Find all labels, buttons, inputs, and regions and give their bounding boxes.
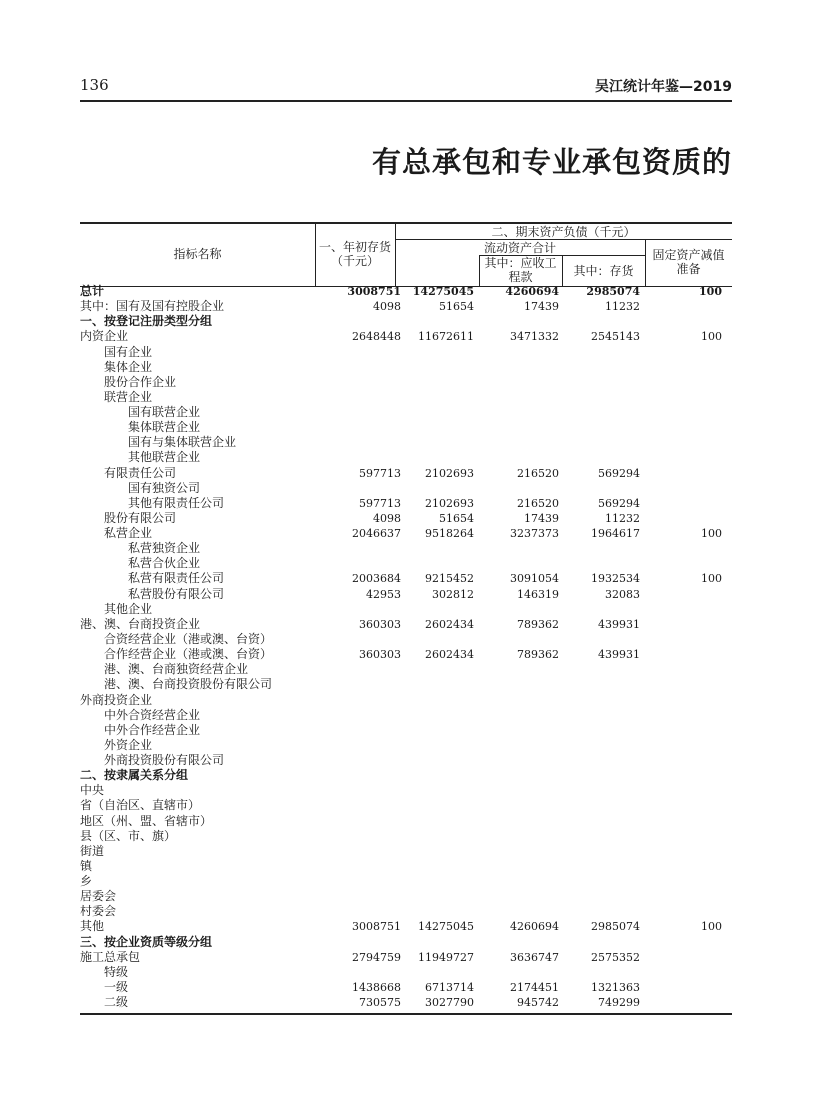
table-row (80, 345, 732, 360)
row-label: 国有企业 (104, 344, 153, 359)
header-current-assets: 流动资产合计 (483, 241, 556, 255)
cell-c3: 3091054 (510, 572, 559, 586)
cell-c2: 2102693 (425, 496, 474, 510)
table-row (80, 723, 732, 738)
row-label: 其他联营企业 (128, 450, 201, 465)
header-impairment: 固定资产减值 准备 (652, 248, 725, 276)
table-row (80, 587, 732, 602)
row-label: 国有独资公司 (128, 480, 201, 495)
table-row (80, 450, 732, 465)
cell-c4: 11232 (605, 511, 640, 525)
table-bottom-rule (80, 1013, 732, 1015)
table-row (80, 481, 732, 496)
cell-c3: 2174451 (510, 980, 559, 994)
cell-c3: 146319 (517, 587, 559, 601)
cell-c2: 302812 (432, 587, 474, 601)
row-label: 中外合资经营企业 (104, 707, 201, 722)
table-row (80, 995, 732, 1010)
row-label: 施工总承包 (80, 949, 141, 964)
cell-c3: 17439 (524, 300, 559, 314)
row-label: 国有联营企业 (128, 405, 201, 420)
page-number: 136 (80, 76, 109, 94)
row-label: 合资经营企业（港或澳、台资） (104, 631, 273, 646)
cell-c2: 51654 (439, 511, 474, 525)
cell-c1: 2046637 (352, 527, 401, 541)
table-row (80, 783, 732, 798)
table-header (80, 222, 732, 287)
row-label: 外商投资股份有限公司 (104, 753, 225, 768)
table-row (80, 571, 732, 586)
row-label: 其他 (80, 919, 105, 934)
table-row (80, 541, 732, 556)
row-label: 其他企业 (104, 601, 153, 616)
header-inventory: 其中：存货 (573, 264, 634, 278)
row-label: 港、澳、台商投资企业 (80, 616, 201, 631)
table-row (80, 677, 732, 692)
table-row (80, 511, 732, 526)
cell-c3: 216520 (517, 496, 559, 510)
table-row (80, 844, 732, 859)
cell-c1: 2794759 (352, 950, 401, 964)
table-row (80, 617, 732, 632)
table-row (80, 435, 732, 450)
row-label: 集体企业 (104, 359, 153, 374)
row-label: 三、按企业资质等级分组 (80, 934, 213, 949)
cell-c1: 42953 (366, 587, 401, 601)
cell-c4: 32083 (605, 587, 640, 601)
header-opening-inventory: 一、年初存货 （千元） (318, 240, 391, 268)
table-row (80, 889, 732, 904)
row-label: 私营企业 (104, 526, 153, 541)
table-row (80, 526, 732, 541)
table-row (80, 314, 732, 329)
table-row (80, 360, 732, 375)
table-row (80, 859, 732, 874)
cell-c3: 4260694 (510, 920, 559, 934)
cell-c4: 2985074 (586, 285, 640, 298)
cell-c3: 789362 (517, 648, 559, 662)
cell-c4: 749299 (598, 996, 640, 1010)
row-label: 外资企业 (104, 737, 153, 752)
table-row (80, 329, 732, 344)
row-label: 股份合作企业 (104, 374, 177, 389)
table-row (80, 496, 732, 511)
header-receivable: 其中：应收工 程款 (484, 256, 557, 284)
cell-c2: 3027790 (425, 996, 474, 1010)
table-row (80, 753, 732, 768)
cell-c4: 2985074 (591, 920, 640, 934)
table-row (80, 950, 732, 965)
cell-c4: 2545143 (591, 330, 640, 344)
row-label: 股份有限公司 (104, 510, 177, 525)
cell-c5: 100 (701, 330, 722, 344)
cell-c3: 3237373 (510, 527, 559, 541)
table-row (80, 375, 732, 390)
row-label: 村委会 (80, 904, 117, 919)
table-row (80, 693, 732, 708)
table-row (80, 632, 732, 647)
cell-c5: 100 (701, 572, 722, 586)
cell-c2: 11949727 (418, 950, 474, 964)
cell-c5: 100 (699, 285, 722, 298)
cell-c1: 3008751 (347, 285, 401, 298)
header-name: 指标名称 (173, 247, 222, 261)
cell-c4: 1932534 (591, 572, 640, 586)
header-rule (80, 100, 732, 102)
cell-c1: 4098 (373, 300, 401, 314)
table-row (80, 829, 732, 844)
table-row (80, 935, 732, 950)
cell-c2: 14275045 (412, 285, 474, 298)
cell-c2: 2602434 (425, 617, 474, 631)
row-label: 乡 (80, 874, 93, 889)
cell-c4: 569294 (598, 496, 640, 510)
cell-c3: 4260694 (505, 285, 559, 298)
row-label: 中央 (80, 783, 105, 798)
yearbook-title: 吴江统计年鉴—2019 (595, 79, 732, 95)
row-label: 有限责任公司 (104, 465, 177, 480)
row-label: 其他有限责任公司 (128, 495, 225, 510)
cell-c1: 360303 (359, 617, 401, 631)
row-label: 私营股份有限公司 (128, 586, 225, 601)
table-row (80, 556, 732, 571)
cell-c4: 2575352 (591, 950, 640, 964)
table-row (80, 708, 732, 723)
cell-c1: 360303 (359, 648, 401, 662)
table-row (80, 904, 732, 919)
cell-c1: 2003684 (352, 572, 401, 586)
table-row (80, 420, 732, 435)
row-label: 港、澳、台商独资经营企业 (104, 662, 249, 677)
table-row (80, 768, 732, 783)
row-label: 特级 (104, 964, 129, 979)
table-row (80, 814, 732, 829)
row-label: 私营有限责任公司 (128, 571, 225, 586)
table-row (80, 919, 732, 934)
cell-c4: 1321363 (591, 980, 640, 994)
table-row (80, 466, 732, 481)
header-period-end-assets: 二、期末资产负债（千元） (491, 225, 636, 239)
table-row (80, 965, 732, 980)
cell-c1: 4098 (373, 511, 401, 525)
cell-c4: 1964617 (591, 527, 640, 541)
table-row (80, 798, 732, 813)
cell-c2: 14275045 (418, 920, 474, 934)
cell-c4: 11232 (605, 300, 640, 314)
cell-c2: 9518264 (425, 527, 474, 541)
cell-c5: 100 (701, 527, 722, 541)
cell-c1: 597713 (359, 466, 401, 480)
row-label: 街道 (80, 843, 105, 858)
table-row (80, 647, 732, 662)
table-row (80, 299, 732, 314)
table-row (80, 284, 732, 299)
row-label: 总计 (80, 284, 105, 298)
cell-c4: 439931 (598, 617, 640, 631)
row-label: 县（区、市、旗） (80, 828, 177, 843)
row-label: 外商投资企业 (80, 692, 153, 707)
row-label: 内资企业 (80, 329, 129, 344)
cell-c3: 3471332 (510, 330, 559, 344)
table-row (80, 738, 732, 753)
row-label: 私营合伙企业 (128, 556, 201, 571)
row-label: 合作经营企业（港或澳、台资） (104, 647, 273, 662)
cell-c1: 2648448 (352, 330, 401, 344)
cell-c3: 17439 (524, 511, 559, 525)
cell-c2: 6713714 (425, 980, 474, 994)
cell-c3: 3636747 (510, 950, 559, 964)
table-row (80, 602, 732, 617)
cell-c1: 1438668 (352, 980, 401, 994)
row-label: 其中：国有及国有控股企业 (80, 299, 225, 314)
table-row (80, 662, 732, 677)
header-divider (395, 239, 732, 240)
row-label: 国有与集体联营企业 (128, 435, 237, 450)
cell-c1: 597713 (359, 496, 401, 510)
row-label: 镇 (80, 858, 93, 873)
cell-c2: 2102693 (425, 466, 474, 480)
cell-c5: 100 (701, 920, 722, 934)
cell-c1: 3008751 (352, 920, 401, 934)
cell-c2: 2602434 (425, 648, 474, 662)
row-label: 私营独资企业 (128, 541, 201, 556)
cell-c4: 569294 (598, 466, 640, 480)
cell-c1: 730575 (359, 996, 401, 1010)
table-title: 有总承包和专业承包资质的 (371, 145, 732, 179)
table-row (80, 405, 732, 420)
cell-c2: 9215452 (425, 572, 474, 586)
cell-c3: 216520 (517, 466, 559, 480)
row-label: 中外合作经营企业 (104, 722, 201, 737)
cell-c2: 11672611 (418, 330, 474, 344)
row-label: 二、按隶属关系分组 (80, 768, 189, 783)
row-label: 港、澳、台商投资股份有限公司 (104, 677, 273, 692)
cell-c3: 945742 (517, 996, 559, 1010)
table-row (80, 874, 732, 889)
table-row (80, 390, 732, 405)
row-label: 地区（州、盟、省辖市） (80, 813, 213, 828)
row-label: 省（自治区、直辖市） (80, 798, 201, 813)
row-label: 一级 (104, 979, 129, 994)
row-label: 二级 (104, 995, 129, 1010)
cell-c3: 789362 (517, 617, 559, 631)
cell-c4: 439931 (598, 648, 640, 662)
row-label: 一、按登记注册类型分组 (80, 314, 213, 329)
row-label: 联营企业 (104, 389, 153, 404)
row-label: 居委会 (80, 889, 117, 904)
table-row (80, 980, 732, 995)
row-label: 集体联营企业 (128, 420, 201, 435)
cell-c2: 51654 (439, 300, 474, 314)
